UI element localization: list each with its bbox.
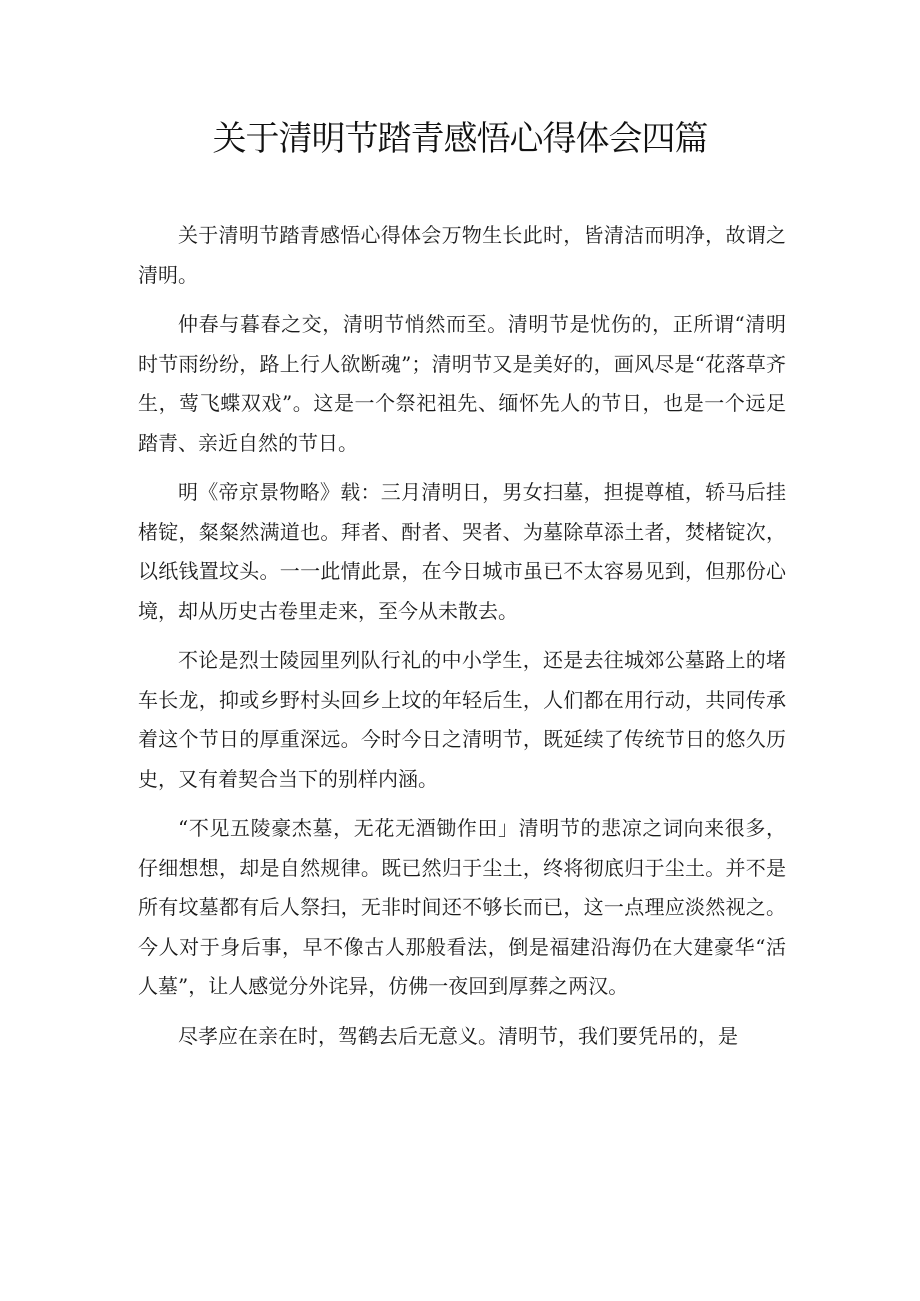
paragraph-5: “不见五陵豪杰墓，无花无酒锄作田」清明节的悲凉之词向来很多，仔细想想，却是自然规律。既已然归于尘土，终将彻底归于尘土。并不是所有坟墓都有后人祭扫，无非时间还不够长而已，这一点理应淡然视之。今人对于身后事，早不像古人那般看法，倒是福建沿海仍在大建豪华“活人墓”，让人感觉分外诧异，仿佛一夜回到厚葬之两汉。 bbox=[138, 816, 786, 998]
paragraph-4: 不论是烈士陵园里列队行礼的中小学生，还是去往城郊公墓路上的堵车长龙，抑或乡野村头回乡上坟的年轻后生，人们都在用行动，共同传承着这个节日的厚重深远。今时今日之清明节，既延续了传统节日的悠久历史，又有着契合当下的别样内涵。 bbox=[138, 648, 786, 791]
paragraph-2: 仲春与暮春之交，清明节悄然而至。清明节是忧伤的，正所谓“清明时节雨纷纷，路上行人欲断魂”；清明节又是美好的，画风尽是“花落草齐生，莺飞蝶双戏”。这是一个祭祀祖先、缅怀先人的节日，也是一个远足踏青、亲近自然的节日。 bbox=[138, 312, 786, 455]
paragraph-3: 明《帝京景物略》载：三月清明日，男女扫墓，担提尊植，轿马后挂楮锭，粲粲然满道也。拜者、酎者、哭者、为墓除草添土者，焚楮锭次，以纸钱置坟头。一一此情此景，在今日城市虽已不太容易见到，但那份心境，却从历史古卷里走来，至今从未散去。 bbox=[138, 480, 786, 623]
paragraph-1: 关于清明节踏青感悟心得体会万物生长此时，皆清洁而明净，故谓之清明。 bbox=[138, 223, 786, 287]
document-title: 关于清明节踏青感悟心得体会四篇 bbox=[212, 119, 708, 159]
document-body bbox=[138, 216, 786, 1056]
paragraph-6: 尽孝应在亲在时，驾鹤去后无意义。清明节，我们要凭吊的，是 bbox=[178, 1023, 738, 1048]
